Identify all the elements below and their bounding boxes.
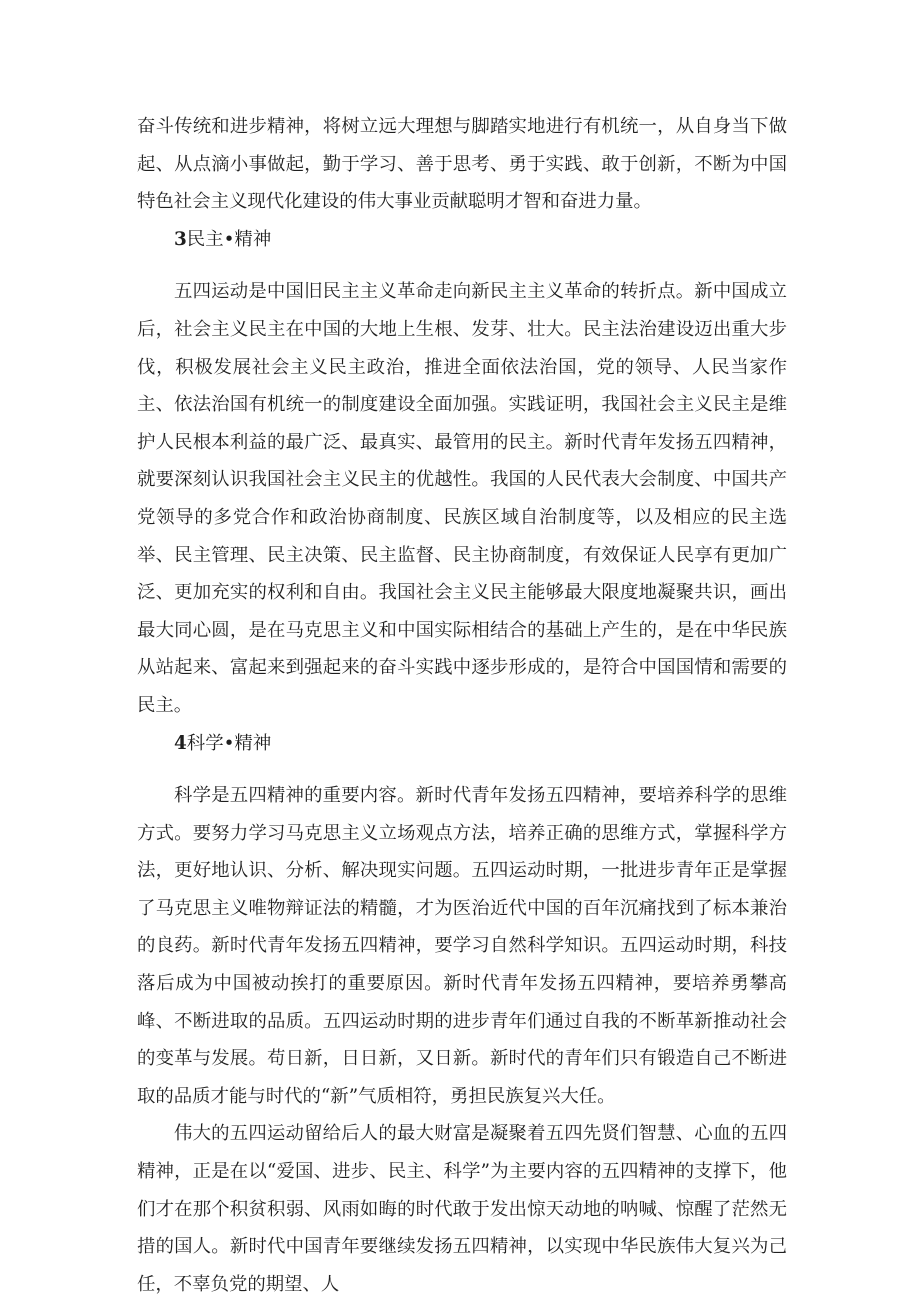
section-number: 4 xyxy=(174,732,187,754)
section-heading-science xyxy=(137,725,787,763)
section-number: 3 xyxy=(174,228,187,250)
paragraph-science: 科学是五四精神的重要内容。新时代青年发扬五四精神，要培养科学的思维方式。要努力学习马克思主义立场观点方法，培养正确的思维方式，掌握科学方法，更好地认识、分析、解决现实问题。五四运动时期，一批进步青年正是掌握了马克思主义唯物辩证法的精髓，才为医治近代中国的百年沉痛找到了标本兼治的良药。新时代青年发扬五四精神，要学习自然科学知识。五四运动时期，科技落后成为中国被动挨打的重要原因。新时代青年发扬五四精神，要培养勇攀高峰、不断进取的品质。五四运动时期的进步青年们通过自我的不断革新推动社会的变革与发展。苟日新，日日新，又日新。新时代的青年们只有锻造自己不断进取的品质才能与时代的“新”气质相符，勇担民族复兴大任。 xyxy=(137,785,787,1107)
paragraph-progress-continued: 奋斗传统和进步精神，将树立远大理想与脚踏实地进行有机统一，从自身当下做起、从点滴小事做起，勤于学习、善于思考、勇于实践、敢于创新，不断为中国特色社会主义现代化建设的伟大事业贡献聪明才智和奋进力量。 xyxy=(137,116,787,213)
section-title: 民主•精神 xyxy=(186,228,272,250)
section-title: 科学•精神 xyxy=(186,732,272,754)
paragraph-conclusion: 伟大的五四运动留给后人的最大财富是凝聚着五四先贤们智慧、心血的五四精神，正是在以“爱国、进步、民主、科学”为主要内容的五四精神的支撑下，他们才在那个积贫积弱、风雨如晦的时代敢于发出惊天动地的呐喊、惊醒了茫然无措的国人。新时代中国青年要继续发扬五四精神，以实现中华民族伟大复兴为己任，不辜负党的期望、人 xyxy=(137,1123,787,1295)
body-text xyxy=(137,108,787,1303)
paragraph-democracy: 五四运动是中国旧民主主义革命走向新民主主义革命的转折点。新中国成立后，社会主义民主在中国的大地上生根、发芽、壮大。民主法治建设迈出重大步伐，积极发展社会主义民主政治，推进全面依法治国，党的领导、人民当家作主、依法治国有机统一的制度建设全面加强。实践证明，我国社会主义民主是维护人民根本利益的最广泛、最真实、最管用的民主。新时代青年发扬五四精神，就要深刻认识我国社会主义民主的优越性。我国的人民代表大会制度、中国共产党领导的多党合作和政治协商制度、民族区域自治制度等，以及相应的民主选举、民主管理、民主决策、民主监督、民主协商制度，有效保证人民享有更加广泛、更加充实的权利和自由。我国社会主义民主能够最大限度地凝聚共识，画出最大同心圆，是在马克思主义和中国实际相结合的基础上产生的，是在中华民族从站起来、富起来到强起来的奋斗实践中逐步形成的，是符合中国国情和需要的民主。 xyxy=(137,281,787,716)
section-heading-democracy xyxy=(137,221,787,259)
